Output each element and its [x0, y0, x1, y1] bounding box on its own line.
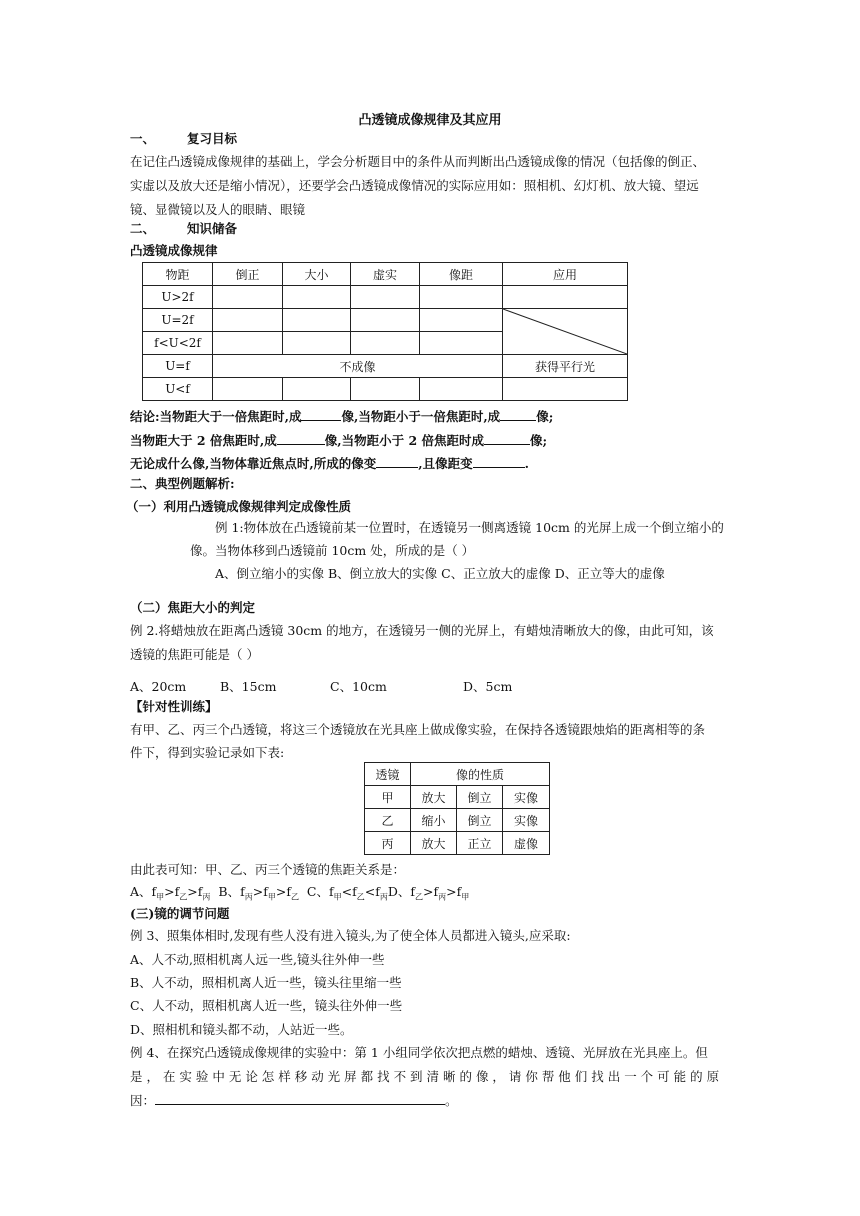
paragraph-line: 镜、显微镜以及人的眼睛、眼镜 — [130, 202, 306, 217]
op: > — [164, 884, 175, 899]
section-label: 复习目标 — [187, 131, 238, 146]
example-4-line: 是 ， 在 实 验 中 无 论 怎 样 移 动 光 屏 都 找 不 到 清 晰 的 像 ， 请 你 帮 他 们 找 出 一 个 可 能 的 原 — [130, 1069, 720, 1084]
orientation-cell: 倒立 — [457, 786, 503, 809]
row-label: U=f — [143, 355, 213, 378]
table-row — [143, 355, 628, 378]
blank-cell — [351, 309, 420, 332]
section-heading-examples: 二、典型例题解析: — [130, 476, 235, 491]
blank-cell — [213, 332, 283, 355]
lens-record-table — [364, 762, 550, 855]
parallel-light-cell: 获得平行光 — [503, 355, 628, 378]
header-cell: 虚实 — [351, 263, 420, 286]
blank-cell — [503, 378, 628, 401]
f: f — [151, 884, 157, 899]
blank-cell — [420, 309, 503, 332]
table-row — [365, 832, 550, 855]
header-cell: 像的性质 — [411, 763, 550, 786]
table-row — [365, 786, 550, 809]
table-row — [365, 809, 550, 832]
option-d: D、5cm — [463, 679, 513, 694]
example-3-option: A、人不动,照相机离人远一些,镜头往外伸一些 — [130, 952, 385, 967]
section-number: 一、 — [130, 131, 156, 146]
option-c: C、10cm — [330, 679, 387, 694]
blank-cell — [420, 286, 503, 309]
sub: 丙 — [244, 892, 253, 902]
example-1-line: 像。当物体移到凸透镜前 10cm 处，所成的是（ ） — [190, 543, 475, 558]
size-cell: 缩小 — [411, 809, 457, 832]
sub: 乙 — [356, 892, 365, 902]
lens-cell: 甲 — [365, 786, 411, 809]
sub: 甲 — [156, 892, 165, 902]
header-cell: 倒正 — [213, 263, 283, 286]
blank-cell — [283, 378, 351, 401]
op: > — [252, 884, 264, 899]
f: f — [410, 884, 416, 899]
table-row — [143, 286, 628, 309]
size-cell: 放大 — [411, 832, 457, 855]
option-a: A、20cm — [130, 679, 187, 694]
example-3-option: D、照相机和镜头都不动，人站近一些。 — [130, 1022, 353, 1037]
answer-blank-line — [155, 1092, 445, 1105]
sub: 甲 — [333, 892, 342, 902]
sub: 乙 — [415, 892, 424, 902]
sub: 丙 — [202, 892, 211, 902]
table-row — [143, 378, 628, 401]
orientation-cell: 正立 — [457, 832, 503, 855]
imaging-rules-table — [142, 262, 628, 401]
blank-cell — [283, 332, 351, 355]
example-3-option: C、人不动，照相机离人近一些，镜头往外伸一些 — [130, 998, 403, 1013]
f: f — [263, 884, 268, 899]
blank-cell — [351, 332, 420, 355]
example-1-line: 例 1:物体放在凸透镜前某一位置时，在透镜另一侧离透镜 10cm 的光屏上成一个倒立缩小的 — [215, 520, 724, 535]
row-label: f<U<2f — [143, 332, 213, 355]
text: . — [524, 456, 529, 471]
blank-cell — [283, 309, 351, 332]
op: > — [446, 884, 457, 899]
text: 像,当物距小于一倍焦距时,成 — [341, 409, 501, 424]
sub: 甲 — [267, 892, 276, 902]
blank-line — [376, 455, 418, 468]
type-cell: 实像 — [503, 809, 550, 832]
example-3-option: B、人不动，照相机离人近一些，镜头往里缩一些 — [130, 975, 402, 990]
table-conclusion: 由此表可知：甲、乙、丙三个透镜的焦距关系是： — [130, 862, 406, 877]
option-b: B、15cm — [220, 679, 277, 694]
conclusion-line-2 — [130, 432, 547, 449]
option-c: C、 — [306, 884, 329, 899]
size-cell: 放大 — [411, 786, 457, 809]
sub: 丙 — [379, 892, 388, 902]
lens-cell: 丙 — [365, 832, 411, 855]
op: < — [364, 884, 376, 899]
blank-line — [473, 455, 525, 468]
op: > — [423, 884, 434, 899]
orientation-cell: 倒立 — [457, 809, 503, 832]
f: f — [433, 884, 439, 899]
sub: 乙 — [290, 892, 299, 902]
example-2-line: 例 2.将蜡烛放在距离凸透镜 30cm 的地方，在透镜另一侧的光屏上，有蜡烛清晰放大的像，由此可知，该 — [130, 623, 714, 638]
subsection-heading: （二）焦距大小的判定 — [130, 600, 256, 615]
section-heading-knowledge — [130, 221, 237, 237]
example-3-line: 例 3、照集体相时,发现有些人没有进入镜头,为了使全体人员都进入镜头,应采取: — [130, 928, 571, 943]
training-line: 有甲、乙、丙三个凸透镜，将这三个透镜放在光具座上做成像实验，在保持各透镜跟烛焰的距离相等的条 — [130, 722, 706, 737]
blank-line — [301, 408, 341, 421]
text: 结论:当物距大于一倍焦距时,成 — [130, 409, 302, 424]
focal-options — [130, 884, 469, 906]
example-1-options: A、倒立缩小的实像 B、倒立放大的实像 C、正立放大的虚像 D、正立等大的虚像 — [215, 566, 665, 581]
conclusion-line-3 — [130, 455, 529, 472]
text: 因： — [130, 1093, 156, 1108]
paragraph-line: 实虚以及放大还是缩小情况），还要学会凸透镜成像情况的实际应用如：照相机、幻灯机、放大镜、望远 — [130, 178, 699, 193]
row-label: U<f — [143, 378, 213, 401]
sub: 乙 — [179, 892, 188, 902]
sub: 甲 — [461, 892, 470, 902]
text: 当物距大于 2 倍焦距时,成 — [130, 433, 277, 448]
diagonal-cell — [503, 309, 628, 355]
subsection-heading: (三)镜的调节问题 — [130, 906, 230, 921]
blank-cell — [351, 286, 420, 309]
f: f — [240, 884, 245, 899]
section-heading-review-goals — [130, 131, 237, 147]
f: f — [286, 884, 291, 899]
training-line: 件下，得到实验记录如下表: — [130, 745, 285, 760]
text: 像,当物距小于 2 倍焦距时成 — [324, 433, 485, 448]
text: 像; — [536, 409, 554, 424]
f: f — [174, 884, 180, 899]
blank-cell — [351, 378, 420, 401]
blank-cell — [503, 286, 628, 309]
sub: 丙 — [438, 892, 447, 902]
document-title: 凸透镜成像规律及其应用 — [358, 113, 502, 128]
header-cell: 透镜 — [365, 763, 411, 786]
op: > — [187, 884, 198, 899]
blank-line — [484, 432, 530, 445]
text: ,且像距变 — [418, 456, 473, 471]
row-label: U>2f — [143, 286, 213, 309]
blank-cell — [283, 286, 351, 309]
option-d: D、 — [387, 884, 411, 899]
f: f — [456, 884, 462, 899]
blank-line — [277, 432, 325, 445]
blank-cell — [213, 309, 283, 332]
section-label: 知识储备 — [187, 221, 238, 236]
example-4-line — [130, 1092, 458, 1109]
option-b: B、 — [218, 884, 241, 899]
diagonal-line — [503, 309, 627, 354]
op: > — [275, 884, 287, 899]
table-row — [143, 309, 628, 332]
paragraph-line: 在记住凸透镜成像规律的基础上，学会分析题目中的条件从而判断出凸透镜成像的情况（包括像的倒正、 — [130, 154, 706, 169]
f: f — [328, 884, 334, 899]
subsection-heading: （一）利用凸透镜成像规律判定成像性质 — [126, 499, 352, 514]
blank-cell — [213, 378, 283, 401]
text: 无论成什么像,当物体靠近焦点时,所成的像变 — [130, 456, 377, 471]
text: 像; — [530, 433, 548, 448]
f: f — [197, 884, 203, 899]
example-4-line: 例 4、在探究凸透镜成像规律的实验中：第 1 小组同学依次把点燃的蜡烛、透镜、光屏放在光具座上。但 — [130, 1045, 708, 1060]
no-image-cell: 不成像 — [213, 355, 503, 378]
header-cell: 大小 — [283, 263, 351, 286]
f: f — [352, 884, 357, 899]
op: < — [341, 884, 353, 899]
type-cell: 虚像 — [503, 832, 550, 855]
table-header-row — [365, 763, 550, 786]
training-heading: 【针对性训练】 — [130, 699, 218, 714]
table-header-row — [143, 263, 628, 286]
blank-cell — [420, 332, 503, 355]
blank-line — [500, 408, 536, 421]
conclusion-line-1 — [130, 408, 553, 425]
type-cell: 实像 — [503, 786, 550, 809]
lens-cell: 乙 — [365, 809, 411, 832]
header-cell: 物距 — [143, 263, 213, 286]
blank-cell — [420, 378, 503, 401]
section-number: 二、 — [130, 221, 156, 236]
blank-cell — [213, 286, 283, 309]
text: 。 — [445, 1093, 458, 1108]
table-caption: 凸透镜成像规律 — [130, 243, 218, 258]
example-2-line: 透镜的焦距可能是（ ） — [130, 647, 259, 662]
row-label: U=2f — [143, 309, 213, 332]
header-cell: 像距 — [420, 263, 503, 286]
f: f — [375, 884, 380, 899]
option-a: A、 — [130, 884, 152, 899]
header-cell: 应用 — [503, 263, 628, 286]
